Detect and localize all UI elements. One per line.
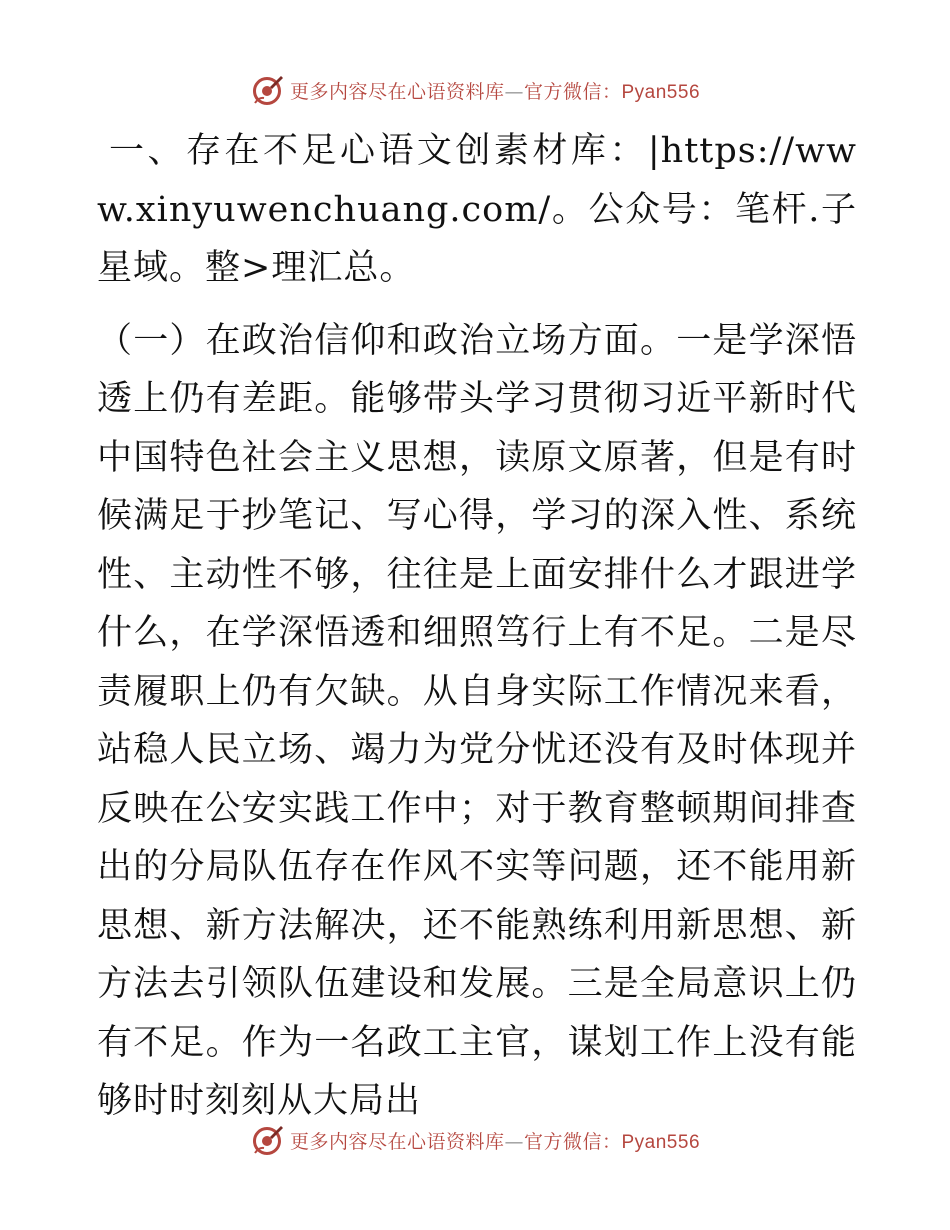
brush-logo-icon — [250, 1123, 284, 1157]
watermark-separator: — — [504, 80, 524, 103]
watermark-wechat-label: 官方微信： — [523, 1130, 622, 1153]
watermark-main: 更多内容尽在心语资料库 — [289, 80, 505, 103]
watermark-text — [290, 1127, 700, 1154]
body-paragraph: （一）在政治信仰和政治立场方面。一是学深悟透上仍有差距。能够带头学习贯彻习近平新时代中国特色社会主义思想，读原文原著，但是有时候满足于抄笔记、写心得，学习的深入性、系统性、主动性不够，往往是上面安排什么才跟进学什么，在学深悟透和细照笃行上有不足。二是尽责履职上仍有欠缺。从自身实际工作情况来看，站稳人民立场、竭力为党分忧还没有及时体现并反映在公安实践工作中；对于教育整顿期间排查出的分局队伍存在作风不实等问题，还不能用新思想、新方法解决，还不能熟练利用新思想、新方法去引领队伍建设和发展。三是全局意识上仍有不足。作为一名政工主官，谋划工作上没有能够时时刻刻从大局出 — [97, 320, 857, 1121]
document-body — [97, 122, 857, 1131]
header-watermark — [0, 70, 950, 110]
watermark-text — [290, 77, 700, 104]
watermark-wechat-label: 官方微信： — [523, 80, 622, 103]
watermark-main: 更多内容尽在心语资料库 — [289, 1130, 505, 1153]
brush-logo-icon — [250, 73, 284, 107]
section-heading: 一、存在不足心语文创素材库：|https://www.xinyuwenchuang.com/。公众号：笔杆.子星域。整>理汇总。 — [97, 131, 857, 288]
watermark-separator: — — [504, 1130, 524, 1153]
watermark-account: Pyan556 — [621, 81, 701, 103]
footer-watermark — [0, 1120, 950, 1160]
watermark-account: Pyan556 — [621, 1131, 701, 1153]
